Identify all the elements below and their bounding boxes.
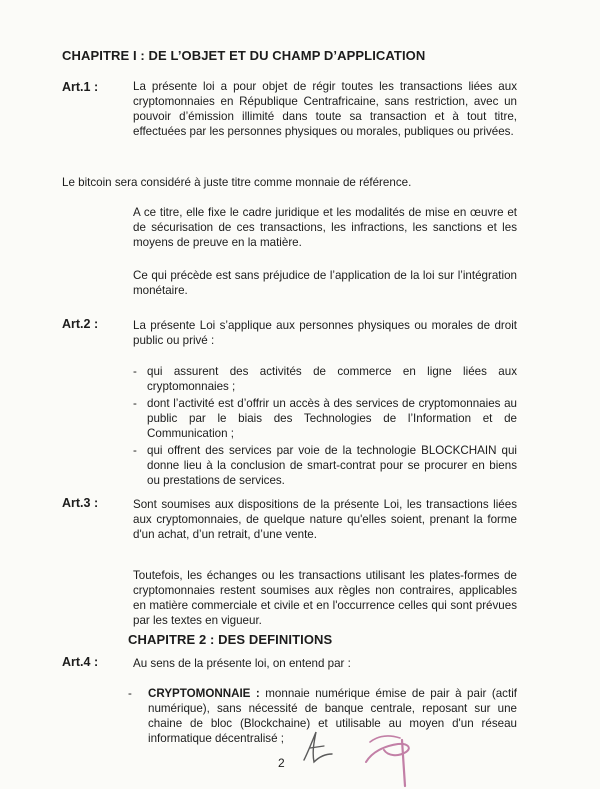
art1-paragraph-2: A ce titre, elle fixe le cadre juridique et les modalités de mise en œuvre et de sécurisation de ces transactions, les infractions, les sanctions et les moyens de preuve en la matière.: [133, 206, 517, 249]
art1-text: La présente loi a pour objet de régir toutes les transactions liées aux cryptomonnaies en République Centrafricaine, sans restriction, avec un pouvoir d’émission illimité dans toute sa transaction et à tout titre, effectuées par les personnes physiques ou morales, publiques ou privées.: [133, 80, 517, 138]
handwritten-initials-icon: [298, 728, 340, 774]
art1-paragraph-3: Ce qui précède est sans préjudice de l’application de la loi sur l’intégration monétaire.: [133, 269, 517, 297]
art3-text: Sont soumises aux dispositions de la présente Loi, les transactions liées aux cryptomonnaies, de quelque nature qu'elles soient, prenant la forme d'un achat, d’un retrait, d’une vente.: [133, 498, 517, 541]
art4-intro: Au sens de la présente loi, on entend par :: [133, 657, 351, 670]
art2-intro: La présente Loi s’applique aux personnes physiques ou morales de droit public ou privé :: [133, 319, 517, 347]
list-dash: -: [133, 365, 137, 378]
list-item: [133, 443, 517, 488]
art1-label: Art.1 :: [62, 80, 99, 94]
list-dash: -: [128, 687, 132, 700]
list-item: [133, 364, 517, 394]
chapter2-heading: CHAPITRE 2 : DES DEFINITIONS: [128, 632, 333, 647]
art3-paragraph-2: Toutefois, les échanges ou les transactions utilisant les plates-formes de cryptomonnaies restent soumises aux règles non contraires, applicables en matière commerciale et civile et en l'occurrence celles qui sont prévues par les textes en vigueur.: [133, 569, 517, 627]
list-item: [133, 396, 517, 441]
list-dash: -: [133, 397, 137, 410]
art4-label: Art.4 :: [62, 655, 99, 669]
page-number: 2: [278, 756, 285, 770]
definition-term: CRYPTOMONNAIE :: [148, 687, 260, 700]
chapter1-heading: CHAPITRE I : DE L’OBJET ET DU CHAMP D’APPLICATION: [62, 48, 426, 63]
list-item-text: qui offrent des services par voie de la technologie BLOCKCHAIN qui donne lieu à la conclusion de smart-contrat pour se procurer en biens ou prestations de services.: [147, 444, 517, 487]
definition-text: monnaie numérique émise de pair à pair (actif numérique), sans nécessité de banque centrale, reposant sur une chaine de bloc (Blockchaine) et utilisable au moyen d'un réseau informatique décentralisé ;: [148, 687, 517, 745]
bitcoin-reference-note: Le bitcoin sera considéré à juste titre comme monnaie de référence.: [62, 176, 412, 189]
stamp-signature-icon: [358, 722, 418, 788]
list-item-text: dont l’activité est d’offrir un accès à des services de cryptomonnaies au public par le biais des Technologies de l’Information et de Communication ;: [147, 397, 517, 440]
list-dash: -: [133, 444, 137, 457]
art3-label: Art.3 :: [62, 496, 99, 510]
art2-label: Art.2 :: [62, 317, 99, 331]
list-item-text: qui assurent des activités de commerce en ligne liées aux cryptomonnaies ;: [147, 365, 517, 393]
art2-bullet-list: [133, 364, 517, 490]
